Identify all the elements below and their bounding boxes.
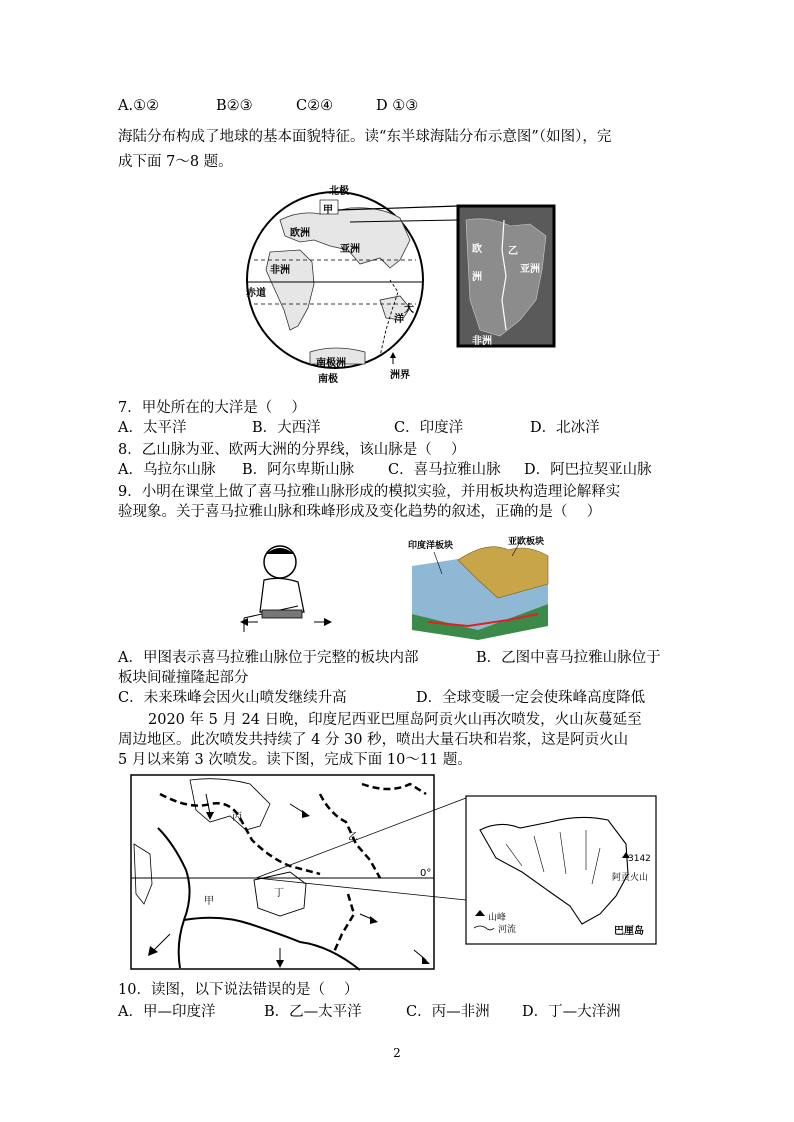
legend-river: 河流 — [498, 925, 517, 935]
label-africa: 非洲 — [270, 265, 290, 276]
passage-line2: 周边地区。此次喷发共持续了 4 分 30 秒，喷出大量石块和岩浆，这是阿贡火山 — [118, 732, 629, 748]
q9-option-c: C．未来珠峰会因火山喷发继续升高 — [118, 690, 347, 706]
intro-7-8-line2: 成下面 7～8 题。 — [118, 154, 233, 170]
inset-label-yi: 乙 — [508, 246, 518, 257]
intro-7-8-line1: 海陆分布构成了地球的基本面貌特征。读“东半球海陆分布示意图”（如图），完 — [118, 129, 612, 145]
inset-label-ou: 欧 — [472, 244, 482, 255]
q9-line2: 验现象。关于喜马拉雅山脉和珠峰形成及变化趋势的叙述，正确的是（ ） — [118, 504, 602, 520]
label-eurasian-plate: 亚欧板块 — [508, 537, 545, 547]
label-jia: 甲 — [323, 205, 333, 216]
q7-option-c: C．印度洋 — [394, 420, 464, 436]
q8-option-c: C．喜马拉雅山脉 — [388, 462, 501, 478]
passage-line3: 5 月以来第 3 次喷发。读下图，完成下面 10～11 题。 — [118, 752, 472, 768]
page-number: 2 — [393, 1046, 401, 1060]
label-equator: 赤道 — [246, 288, 266, 299]
q7-option-b: B．大西洋 — [252, 420, 321, 436]
plate-map-graphic — [130, 774, 660, 972]
q6-option-a: A.①② — [118, 98, 160, 114]
q9-option-d: D．全球变暖一定会使珠峰高度降低 — [416, 690, 646, 706]
map-label-island: 巴厘岛 — [614, 926, 644, 937]
q9-option-b-line2: 板块间碰撞隆起部分 — [118, 670, 249, 686]
map-label-equator: 0° — [420, 868, 432, 879]
q9-line1: 9．小明在课堂上做了喜马拉雅山脉形成的模拟实验，并用板块构造理论解释实 — [118, 484, 621, 500]
q7-option-a: A．太平洋 — [118, 420, 187, 436]
label-oceania-2: 洋 — [394, 314, 404, 325]
map-label-yi: 乙 — [348, 832, 358, 843]
q9-option-b-line1: B．乙图中喜马拉雅山脉位于 — [476, 650, 661, 666]
experiment-illustration — [238, 540, 334, 640]
inset-label-zhou: 洲 — [472, 272, 482, 283]
q6-option-d: D ①③ — [376, 98, 419, 114]
q10-option-b: B．乙—太平洋 — [264, 1004, 362, 1020]
map-label-elevation: 3142 — [628, 854, 651, 864]
q10-option-a: A．甲—印度洋 — [118, 1004, 216, 1020]
q9-option-a: A．甲图表示喜马拉雅山脉位于完整的板块内部 — [118, 650, 419, 666]
label-antarctica: 南极洲 — [316, 358, 346, 369]
label-oceania-1: 大 — [404, 304, 414, 315]
legend-peak: 山峰 — [488, 913, 507, 923]
q8-option-b: B．阿尔卑斯山脉 — [242, 462, 355, 478]
label-south-pole: 南极 — [318, 374, 338, 385]
map-label-ding: 丁 — [274, 888, 284, 899]
map-label-volcano: 阿贡火山 — [612, 873, 649, 883]
label-continent-boundary: 洲界 — [390, 370, 410, 381]
q10-option-d: D．丁—大洋洲 — [522, 1004, 621, 1020]
q10-option-c: C．丙—非洲 — [406, 1004, 490, 1020]
inset-label-asia: 亚洲 — [520, 264, 540, 275]
label-asia: 亚洲 — [340, 244, 360, 255]
q8-option-a: A．乌拉尔山脉 — [118, 462, 216, 478]
q8-stem: 8．乙山脉为亚、欧两大洲的分界线，该山脉是（ ） — [118, 442, 466, 458]
inset-label-africa: 非洲 — [472, 336, 492, 347]
q8-option-d: D．阿巴拉契亚山脉 — [524, 462, 652, 478]
label-indian-plate: 印度洋板块 — [408, 541, 454, 551]
q7-option-d: D．北冰洋 — [530, 420, 600, 436]
map-label-jia: 甲 — [204, 896, 214, 907]
label-europe: 欧洲 — [290, 228, 310, 239]
q6-option-c: C②④ — [296, 98, 334, 114]
q7-stem: 7．甲处所在的大洋是（ ） — [118, 400, 306, 416]
map-label-bing: 丙 — [232, 812, 242, 823]
student-drawing — [238, 540, 334, 640]
label-north-pole: 北极 — [329, 186, 349, 197]
q10-stem: 10．读图，以下说法错误的是（ ） — [118, 982, 359, 998]
passage-line1: 2020 年 5 月 24 日晚，印度尼西亚巴厘岛阿贡火山再次喷发，火山灰蔓延至 — [148, 712, 642, 728]
eastern-hemisphere-map — [240, 180, 560, 386]
plate-boundary-map — [130, 774, 660, 972]
q6-option-b: B②③ — [216, 98, 253, 114]
plate-collision-diagram — [408, 534, 554, 640]
globe-graphic — [240, 180, 560, 386]
